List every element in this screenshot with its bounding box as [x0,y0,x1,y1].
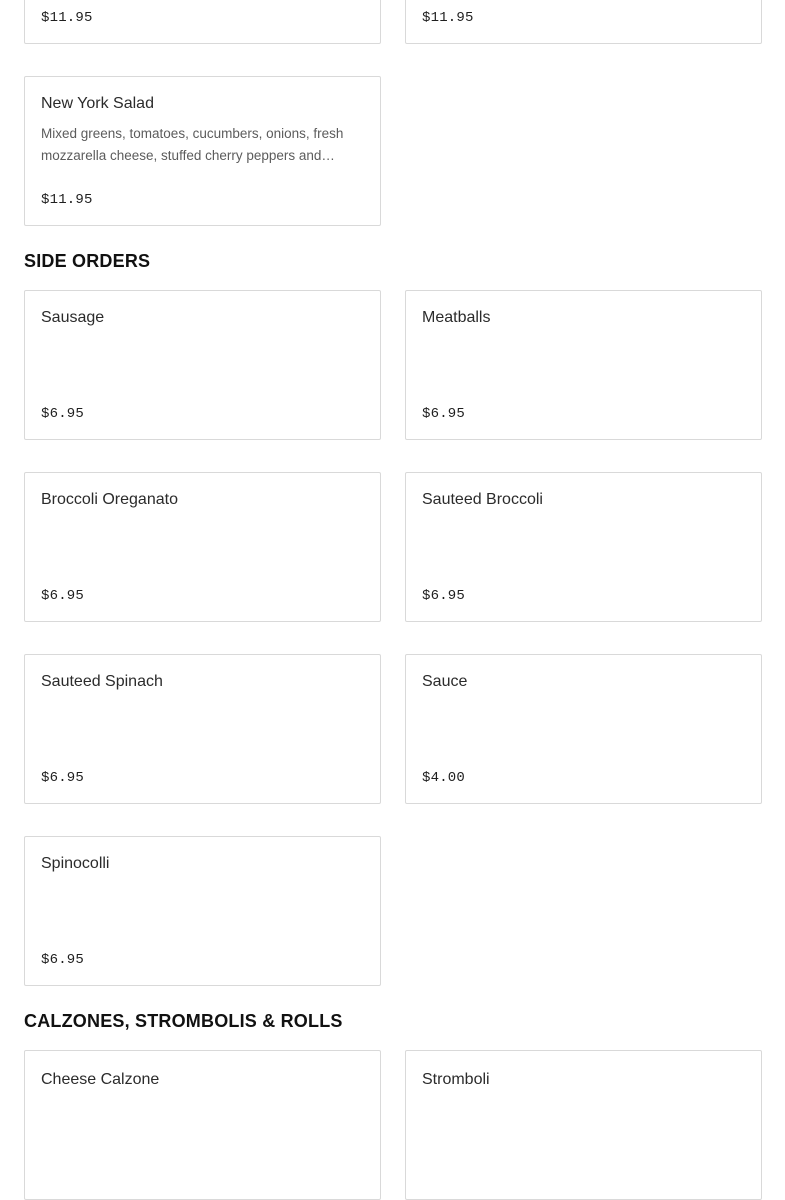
menu-item-card[interactable] [24,472,381,622]
item-name: Sausage [41,309,105,326]
item-price: $11.95 [422,10,474,26]
item-price: $6.95 [41,770,85,786]
menu-item-card[interactable] [24,290,381,440]
item-name: Sauce [422,673,468,690]
item-name: Spinocolli [41,855,110,872]
menu-item-card[interactable] [405,0,762,44]
item-name: Broccoli Oreganato [41,491,178,508]
menu-item-card[interactable] [405,1050,762,1200]
menu-item-card[interactable] [405,654,762,804]
item-name: Meatballs [422,309,491,326]
menu-item-card[interactable] [405,472,762,622]
item-price: $6.95 [422,588,466,604]
item-name: Sauteed Broccoli [422,491,543,508]
menu-item-card[interactable] [24,1050,381,1200]
menu-item-card[interactable] [405,290,762,440]
item-name: Cheese Calzone [41,1071,160,1088]
menu-item-card[interactable] [24,0,381,44]
item-price: $11.95 [41,192,93,208]
item-price: $6.95 [41,588,85,604]
section-title-calzones: CALZONES, STROMBOLIS & ROLLS [24,1011,343,1031]
item-price: $6.95 [41,952,85,968]
item-price: $6.95 [41,406,85,422]
section-title-side-orders: SIDE ORDERS [24,251,151,271]
item-price: $11.95 [41,10,93,26]
menu-item-card[interactable] [24,836,381,986]
item-name: Stromboli [422,1071,490,1088]
item-description: Mixed greens, tomatoes, cucumbers, onions, fresh mozzarella cheese, stuffed cherry peppers and… [41,126,344,163]
item-price: $4.00 [422,770,466,786]
menu-item-card[interactable] [24,654,381,804]
item-name: Sauteed Spinach [41,673,163,690]
menu-item-card[interactable] [24,76,381,226]
item-price: $6.95 [422,406,466,422]
item-name: New York Salad [41,95,154,112]
